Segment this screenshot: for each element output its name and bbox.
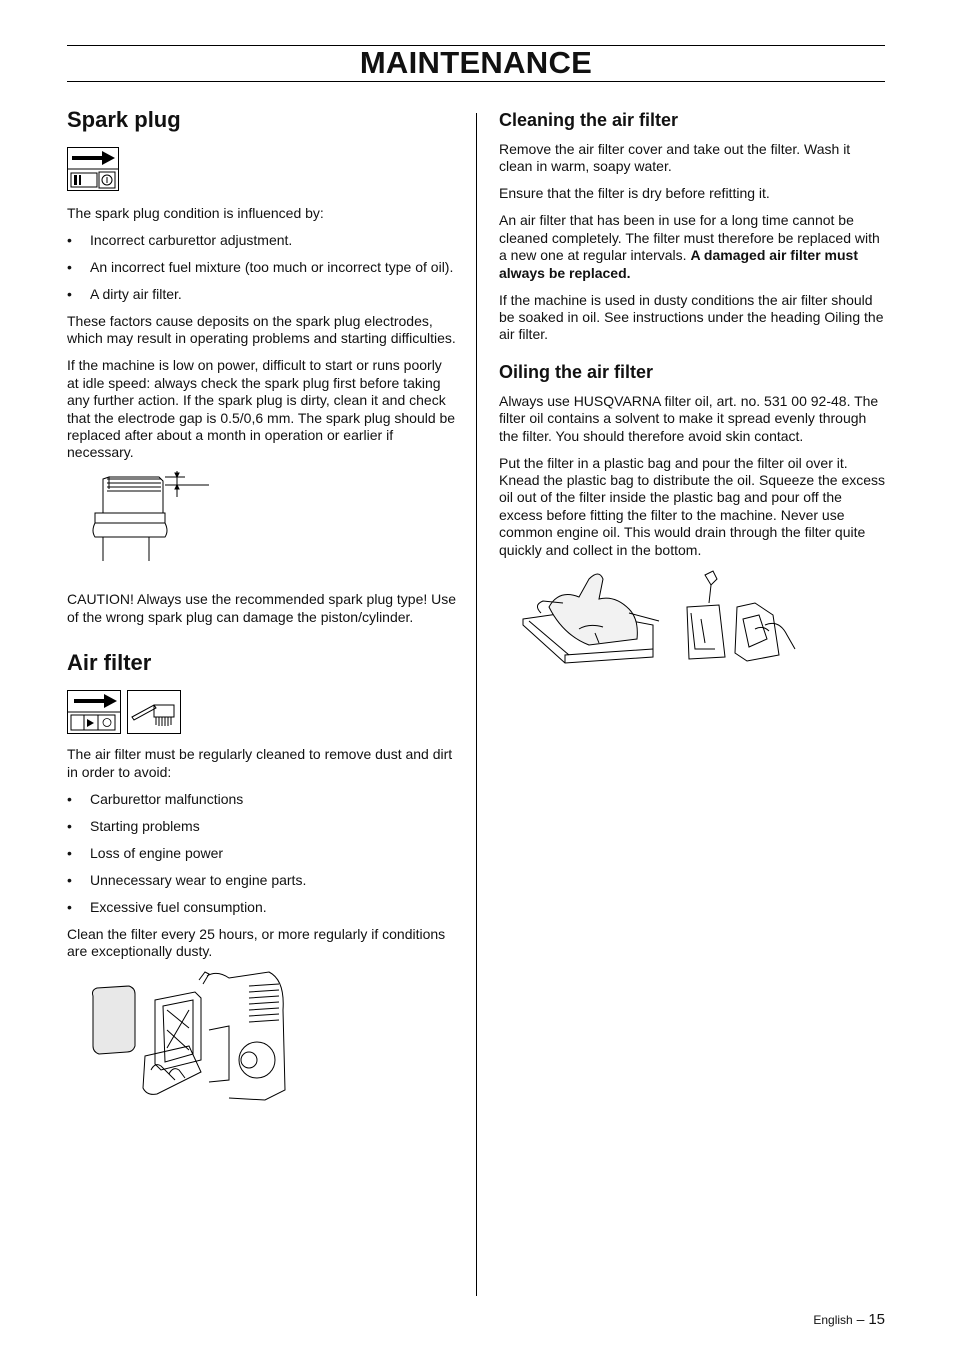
arrow-filter-icon xyxy=(67,690,121,734)
air-filter-housing-illustration xyxy=(89,970,289,1110)
cleaning-paragraph-2: Ensure that the filter is dry before refitting it. xyxy=(499,185,770,202)
page-title: MAINTENANCE xyxy=(359,45,593,80)
spark-plug-bullet-list xyxy=(67,232,457,303)
list-item: • Excessive fuel consumption. xyxy=(67,898,267,915)
list-item: • A dirty air filter. xyxy=(67,286,182,302)
air-filter-intro: The air filter must be regularly cleaned to remove dust and dirt in order to avoid: xyxy=(67,746,453,780)
spark-plug-icon-group xyxy=(67,147,457,191)
air-filter-bullet-list xyxy=(67,791,457,916)
oiling-paragraph-1: Always use HUSQVARNA filter oil, art. no. 531 00 92-48. The filter oil contains a solvent to make it spread evenly through the filter. You should therefore avoid skin contact. xyxy=(499,392,879,444)
air-filter-heading: Air filter xyxy=(67,650,152,676)
oiling-paragraph-2: Put the filter in a plastic bag and pour the filter oil over it. Knead the plastic bag to distribute the oil. Squeeze the excess oil out of the filter inside the plastic bag and pour off the excess before fitting the filter to the machine. Never use common engine oil. This would drain through the filter quite quickly and collect in the bottom. xyxy=(499,454,886,558)
oiling-filter-illustration xyxy=(519,569,799,669)
cleaning-paragraph-3: An air filter that has been in use for a long time cannot be cleaned completely. The filter must therefore be replaced with a new one at regular intervals. A damaged air filter must always be replaced. xyxy=(499,212,880,281)
air-filter-paragraph: Clean the filter every 25 hours, or more regularly if conditions are exceptionally dusty. xyxy=(67,925,446,960)
cleaning-heading: Cleaning the air filter xyxy=(499,110,679,130)
cleaning-paragraph-1: Remove the air filter cover and take out the filter. Wash it clean in warm, soapy water. xyxy=(499,141,851,175)
list-item: • Incorrect carburettor adjustment. xyxy=(67,232,293,248)
list-item: • Unnecessary wear to engine parts. xyxy=(67,871,307,888)
footer-language: English xyxy=(813,1313,853,1327)
brush-icon xyxy=(127,690,181,734)
left-column xyxy=(67,105,457,1110)
air-filter-icon-group xyxy=(67,690,457,734)
spark-plug-paragraph-1: These factors cause deposits on the spark plug electrodes, which may result in operating problems and starting difficulties. xyxy=(67,313,456,347)
spark-plug-illustration xyxy=(89,471,229,571)
cleaning-warning-bold: A damaged air filter must always be replaced. xyxy=(499,247,858,281)
cleaning-paragraph-4: If the machine is used in dusty conditions the air filter should be soaked in oil. See instructions under the heading Oiling the air filter. xyxy=(499,291,884,343)
right-column xyxy=(499,108,887,669)
page-footer xyxy=(813,1311,885,1328)
list-item: • Starting problems xyxy=(67,817,200,834)
page-number: 15 xyxy=(868,1311,885,1328)
arrow-spark-plug-icon xyxy=(67,147,119,191)
spark-plug-intro: The spark plug condition is influenced by: xyxy=(67,205,324,221)
column-divider xyxy=(476,113,477,1296)
spark-plug-caution: CAUTION! Always use the recommended spark plug type! Use of the wrong spark plug can damage the piston/cylinder. xyxy=(67,591,457,625)
list-item: • Loss of engine power xyxy=(67,844,224,861)
title-underline xyxy=(67,81,885,82)
footer-separator: – xyxy=(856,1311,865,1327)
oiling-heading: Oiling the air filter xyxy=(499,361,654,382)
spark-plug-paragraph-2: If the machine is low on power, difficult to start or runs poorly at idle speed: always check the spark plug first before taking any further action. If the spark plug is dirty, clean it and check that the electrode gap is 0.5/0,6 mm. The spark plug should be replaced after about a month in operation or earlier if necessary. xyxy=(67,357,456,461)
list-item: • Carburettor malfunctions xyxy=(67,790,244,807)
list-item: • An incorrect fuel mixture (too much or incorrect type of oil). xyxy=(67,259,454,275)
spark-plug-heading: Spark plug xyxy=(67,107,181,132)
